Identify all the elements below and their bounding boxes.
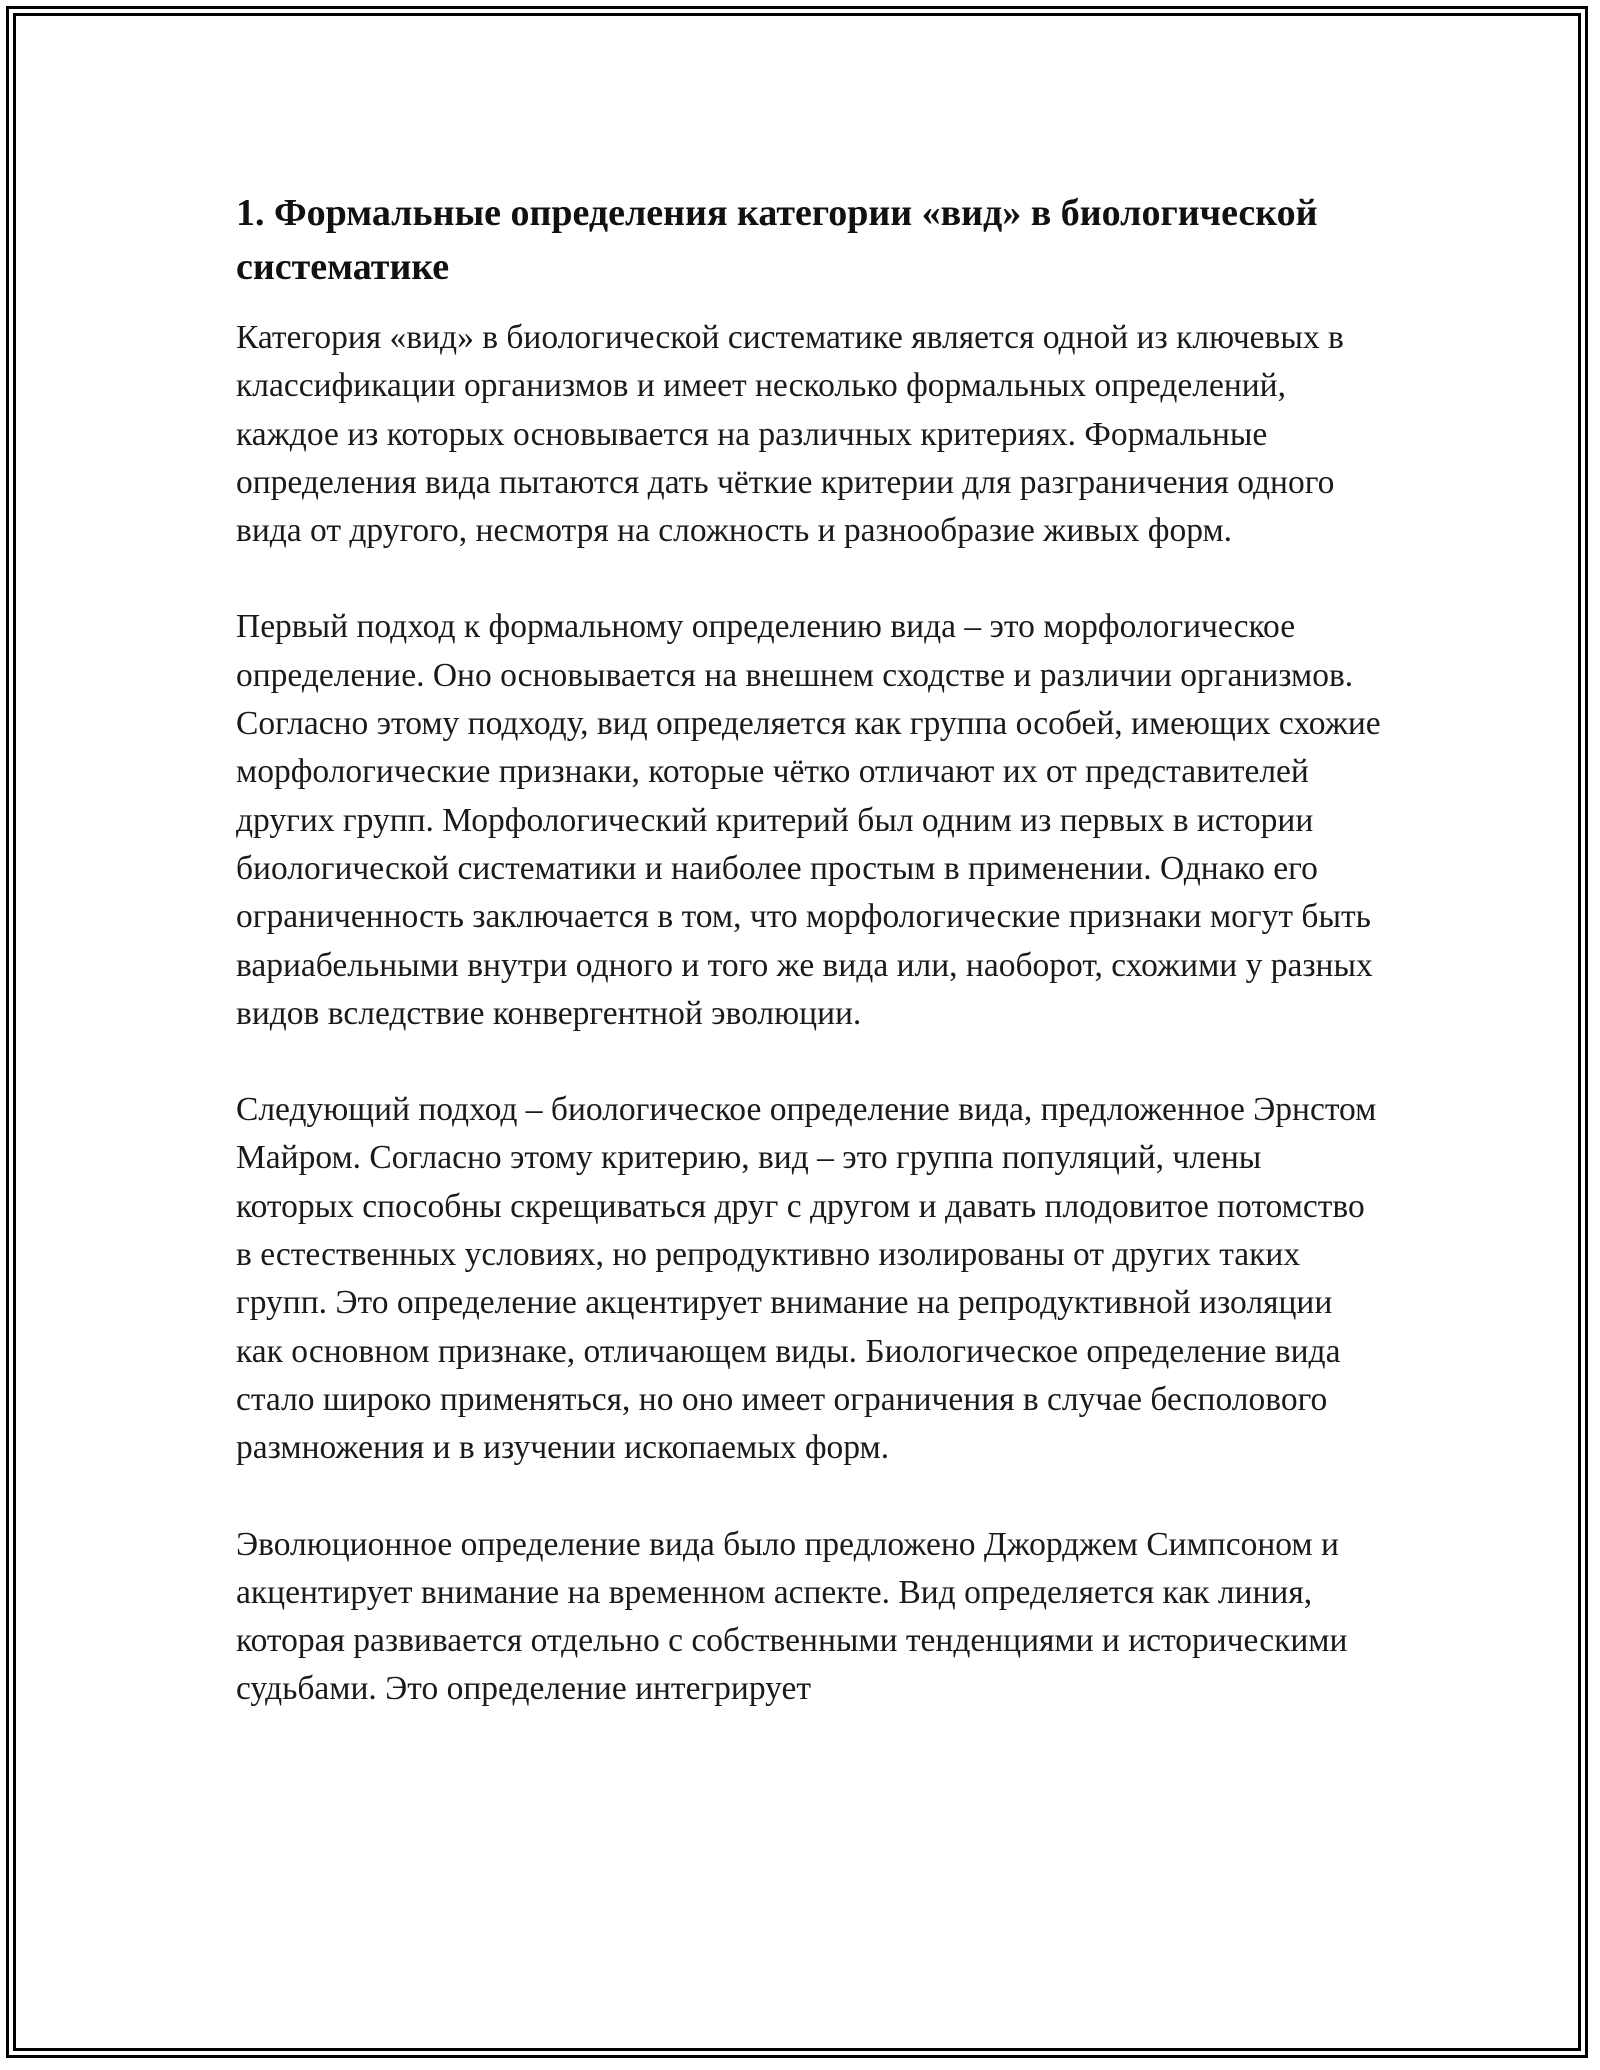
document-body bbox=[236, 186, 1386, 1714]
section-heading: 1. Формальные определения категории «вид» в биологической систематике bbox=[236, 192, 1318, 288]
paragraph-intro: Категория «вид» в биологической систематике является одной из ключевых в классификации организмов и имеет несколько формальных определений, каждое из которых основывается на различных критериях. Формальные определения вида пытаются дать чёткие критерии для разграничения одного вида от другого, несмотря на сложность и разнообразие живых форм. bbox=[236, 319, 1344, 550]
paragraph-evolutionary: Эволюционное определение вида было предложено Джорджем Симпсоном и акцентирует внимание на временном аспекте. Вид определяется как линия, которая развивается отдельно с собственными тенденциями и историческими судьбами. Это определение интегрирует bbox=[236, 1525, 1348, 1708]
paragraph-morphological: Первый подход к формальному определению вида – это морфологическое определение. Оно основывается на внешнем сходстве и различии организмов. Согласно этому подходу, вид определяется как группа особей, имеющих схожие морфологические признаки, которые чётко отличают их от представителей других групп. Морфологический критерий был одним из первых в истории биологической систематики и наиболее простым в применении. Однако его ограниченность заключается в том, что морфологические признаки могут быть вариабельными внутри одного и того же вида или, наоборот, схожими у разных видов вследствие конвергентной эволюции. bbox=[236, 608, 1381, 1032]
paragraph-biological: Следующий подход – биологическое определение вида, предложенное Эрнстом Майром. Согласно этому критерию, вид – это группа популяций, члены которых способны скрещиваться друг с другом и давать плодовитое потомство в естественных условиях, но репродуктивно изолированы от других таких групп. Это определение акцентирует внимание на репродуктивной изоляции как основном признаке, отличающем виды. Биологическое определение вида стало широко применяться, но оно имеет ограничения в случае бесполового размножения и в изучении ископаемых форм. bbox=[236, 1091, 1377, 1467]
